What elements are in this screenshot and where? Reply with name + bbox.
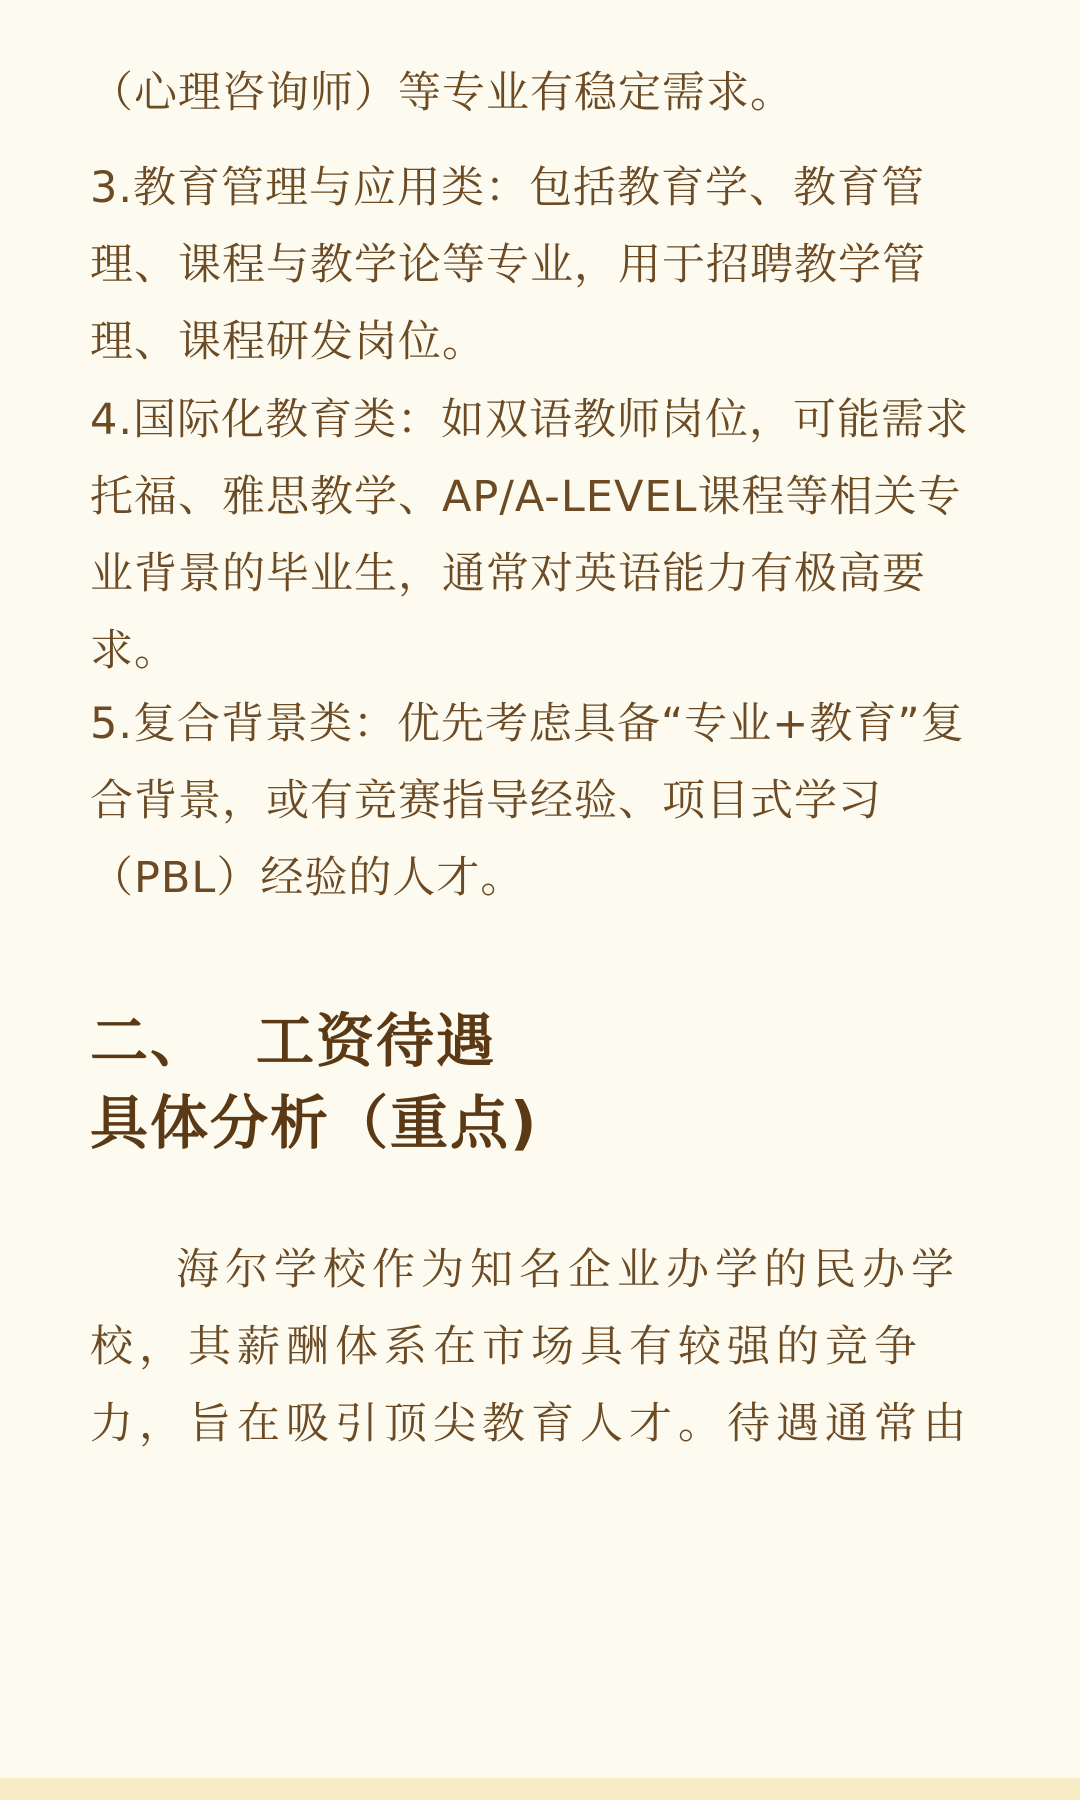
section-heading xyxy=(90,1000,990,1164)
salary-paragraph-text: 海尔学校作为知名企业办学的民办学校，其薪酬体系在市场具有较强的竞争力，旨在吸引顶尖教育人才。待遇通常由 xyxy=(90,1245,972,1449)
list-item-4: 4.国际化教育类：如双语教师岗位，可能需求托福、雅思教学、AP/A-LEVEL课程等相关专业背景的毕业生，通常对英语能力有极高要求。 xyxy=(90,395,970,676)
list-item-5: 5.复合背景类：优先考虑具备“专业+教育”复合背景，或有竞赛指导经验、项目式学习（PBL）经验的人才。 xyxy=(90,699,965,903)
section-title-line1: 工资待遇 xyxy=(256,1007,497,1075)
list-item-3: 3.教育管理与应用类：包括教育学、教育管理、课程与教学论等专业，用于招聘教学管理、课程研发岗位。 xyxy=(90,163,926,367)
salary-paragraph xyxy=(90,1232,990,1463)
section-title-line2: 具体分析（重点) xyxy=(90,1089,539,1157)
intro-tail-paragraph: （心理咨询师）等专业有稳定需求。 xyxy=(90,68,794,118)
section-number: 二、 xyxy=(90,1007,211,1075)
bottom-divider-band xyxy=(0,1778,1080,1800)
